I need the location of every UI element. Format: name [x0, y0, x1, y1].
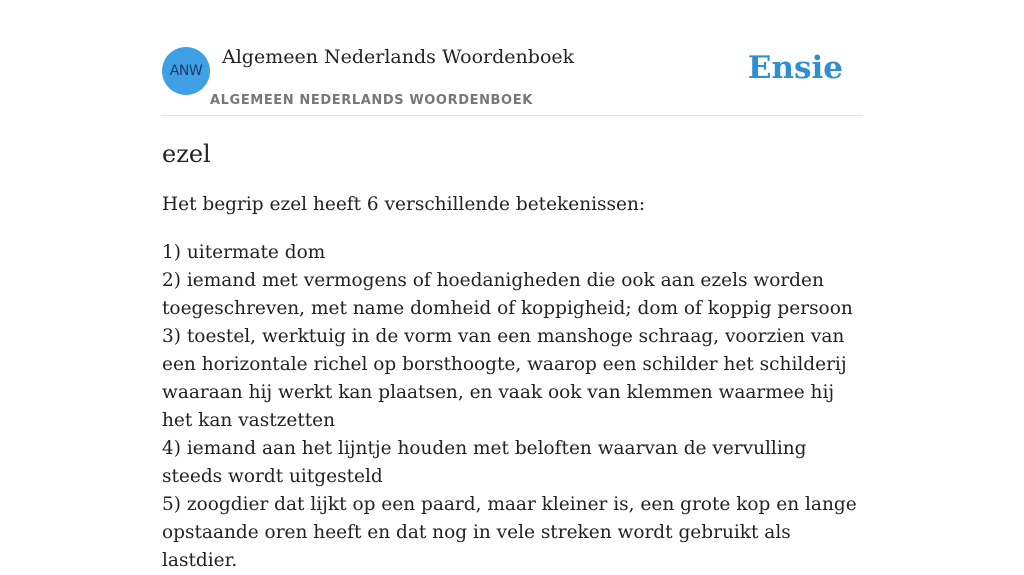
source-logo-avatar[interactable]	[162, 47, 210, 95]
definition-list	[162, 239, 862, 575]
definition-item: 2) iemand met vermogens of hoedanigheden die ook aan ezels worden toegeschreven, met name domheid of koppigheid; dom of koppig persoon	[162, 270, 853, 319]
header-divider	[162, 115, 862, 116]
definition-item: 3) toestel, werktuig in de vorm van een manshoge schraag, voorzien van een horizontale richel op borsthoogte, waarop een schilder het schilderij waaraan hij werkt kan plaatsen, en vaak ook van klemmen waarmee hij het kan vastzetten	[162, 326, 847, 431]
definition-item: 5) zoogdier dat lijkt op een paard, maar kleiner is, een grote kop en lange opstaande oren heeft en dat nog in vele streken wordt gebruikt als lastdier.	[162, 494, 857, 571]
ensie-logo[interactable]: Ensie	[747, 50, 843, 86]
source-subtitle: ALGEMEEN NEDERLANDS WOORDENBOEK	[210, 93, 533, 108]
entry-intro: Het begrip ezel heeft 6 verschillende betekenissen:	[162, 194, 646, 215]
avatar-text: ANW	[169, 63, 203, 79]
definition-item: 4) iemand aan het lijntje houden met beloften waarvan de vervulling steeds wordt uitgesteld	[162, 438, 807, 487]
definition-item: 1) uitermate dom	[162, 242, 326, 263]
entry-word: ezel	[162, 140, 211, 168]
source-title-link[interactable]: Algemeen Nederlands Woordenboek	[222, 46, 575, 68]
